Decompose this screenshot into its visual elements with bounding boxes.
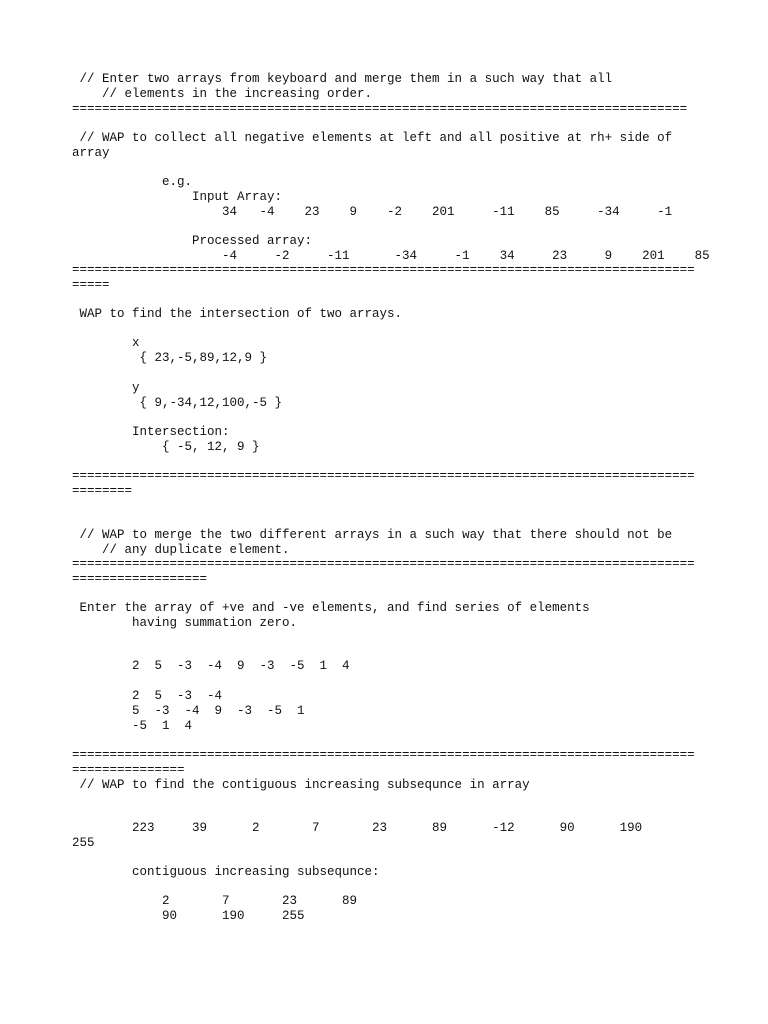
text-line: 223 39 2 7 23 89 -12 90 190 — [72, 821, 643, 835]
text-line: // WAP to find the contiguous increasing subsequnce in array — [72, 778, 530, 792]
text-line: 5 -3 -4 9 -3 -5 1 — [72, 704, 305, 718]
text-line: WAP to find the intersection of two arrays. — [72, 307, 403, 321]
text-line: e.g. — [72, 175, 193, 189]
text-line: 34 -4 23 9 -2 201 -11 85 -34 -1 — [72, 205, 673, 219]
separator-line: ===== — [72, 278, 110, 292]
text-line: array — [72, 146, 110, 160]
text-line: x — [72, 336, 140, 350]
text-line: 2 5 -3 -4 — [72, 689, 223, 703]
text-line: 255 — [72, 836, 95, 850]
text-line: // Enter two arrays from keyboard and merge them in a such way that all — [72, 72, 613, 86]
text-line: // WAP to collect all negative elements at left and all positive at rh+ side of — [72, 131, 673, 145]
text-line: -4 -2 -11 -34 -1 34 23 9 201 85 — [72, 249, 710, 263]
separator-line: =================================================================================== — [72, 469, 695, 483]
text-line: 90 190 255 — [72, 909, 305, 923]
text-line: Enter the array of +ve and -ve elements, and find series of elements — [72, 601, 590, 615]
separator-line: ================================================================================== — [72, 102, 688, 116]
text-line: Input Array: — [72, 190, 283, 204]
separator-line: =================================================================================== — [72, 748, 695, 762]
text-line: -5 1 4 — [72, 719, 193, 733]
text-line: { 23,-5,89,12,9 } — [72, 351, 268, 365]
text-line: having summation zero. — [72, 616, 298, 630]
separator-line: =================================================================================== — [72, 263, 695, 277]
separator-line: ======== — [72, 484, 133, 498]
separator-line: ================== — [72, 572, 208, 586]
text-line: { -5, 12, 9 } — [72, 440, 260, 454]
text-line: Intersection: — [72, 425, 230, 439]
separator-line: =================================================================================== — [72, 557, 695, 571]
text-line: 2 5 -3 -4 9 -3 -5 1 4 — [72, 659, 350, 673]
text-line: y — [72, 381, 140, 395]
text-line: // WAP to merge the two different arrays in a such way that there should not be — [72, 528, 673, 542]
separator-line: =============== — [72, 763, 185, 777]
text-line: { 9,-34,12,100,-5 } — [72, 396, 283, 410]
text-line: 2 7 23 89 — [72, 894, 358, 908]
text-line: // any duplicate element. — [72, 543, 290, 557]
text-line: // elements in the increasing order. — [72, 87, 373, 101]
text-line: contiguous increasing subsequnce: — [72, 865, 380, 879]
text-line: Processed array: — [72, 234, 313, 248]
